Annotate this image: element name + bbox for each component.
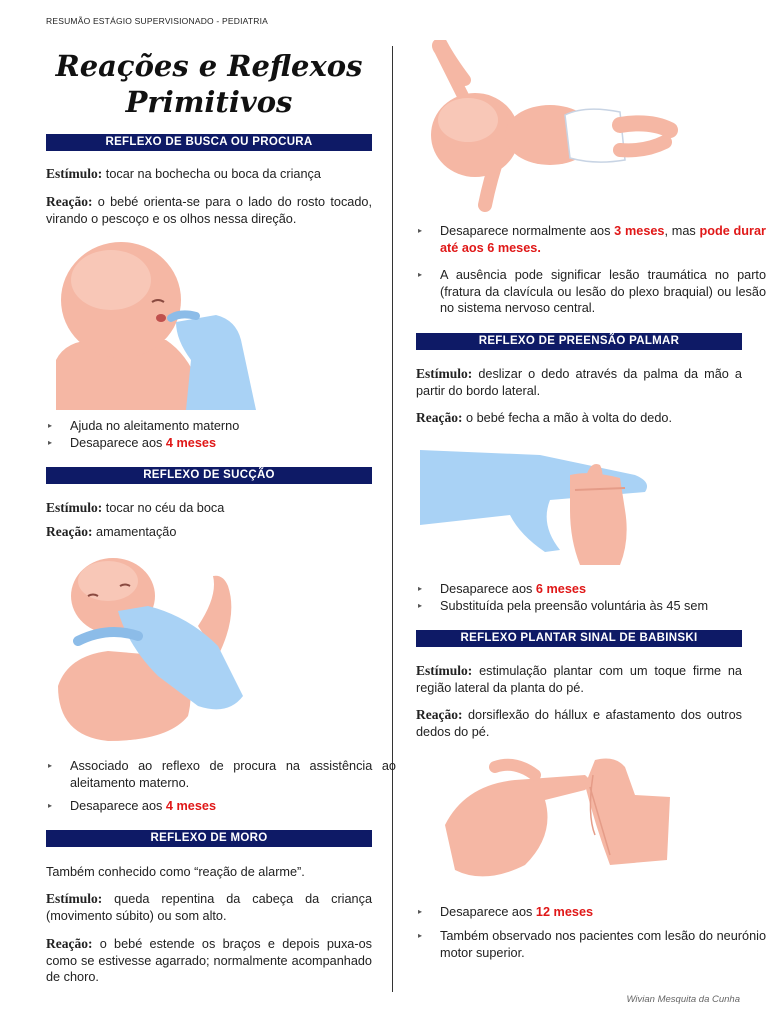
succao-bullet-2 (46, 798, 396, 815)
estimulo-label: Estímulo: (416, 663, 473, 678)
busca-bullet-1: ▸ Ajuda no aleitamento materno (46, 418, 396, 435)
reacao-label: Reação: (46, 524, 93, 539)
busca-estimulo (46, 166, 372, 183)
page-title (44, 48, 374, 120)
bullet-text: Desaparece normalmente aos (440, 224, 615, 238)
estimulo-text: tocar no céu da boca (102, 501, 225, 515)
estimulo-label: Estímulo: (46, 891, 103, 906)
reacao-label: Reação: (46, 936, 93, 951)
reacao-label: Reação: (416, 707, 463, 722)
estimulo-text: estimulação plantar com um toque firme na região lateral da planta do pé. (416, 664, 742, 695)
highlight-age: 12 meses (535, 905, 594, 919)
babinski-reacao (416, 707, 742, 740)
highlight-age: 4 meses (165, 799, 217, 813)
busca-reacao (46, 194, 372, 227)
moro-estimulo (46, 891, 372, 924)
reacao-text: o bebé estende os braços e depois puxa-os como se estivesse agarrado; normalmente acompanhado de choro. (46, 937, 372, 984)
succao-illustration (48, 556, 248, 746)
page-header: RESUMÃO ESTÁGIO SUPERVISIONADO - PEDIATRIA (46, 16, 269, 26)
bullet-text: Desaparece aos (70, 436, 166, 450)
reacao-text: o bebé fecha a mão à volta do dedo. (462, 411, 672, 425)
moro-intro: Também conhecido como “reação de alarme”. (46, 865, 305, 879)
preensao-reacao (416, 410, 742, 427)
section-heading-babinski: REFLEXO PLANTAR SINAL DE BABINSKI (416, 630, 742, 647)
section-heading-busca: REFLEXO DE BUSCA OU PROCURA (46, 134, 372, 151)
moro-bullet-2: ▸ A ausência pode significar lesão traumática no parto (fratura da clavícula ou lesão do plexo braquial) ou lesão no sistema nervoso central. (416, 267, 766, 317)
reacao-label: Reação: (416, 410, 463, 425)
reacao-label: Reação: (46, 194, 93, 209)
title-line-2: Primitivos (125, 85, 293, 119)
babinski-bullet-2: ▸ Também observado nos pacientes com lesão do neurónio motor superior. (416, 928, 766, 961)
succao-bullet-1: ▸ Associado ao reflexo de procura na assistência ao aleitamento materno. (46, 758, 396, 791)
reacao-text: o bebé orienta-se para o lado do rosto tocado, virando o pescoço e os olhos nessa direção. (46, 195, 372, 226)
preensao-illustration (420, 440, 660, 575)
highlight-age: 6 meses (535, 582, 587, 596)
succao-estimulo (46, 500, 372, 517)
column-divider (392, 46, 393, 992)
highlight-age: 4 meses (165, 436, 217, 450)
bullet-text: Desaparece aos (440, 905, 536, 919)
busca-bullet-2 (46, 435, 396, 452)
estimulo-label: Estímulo: (416, 366, 473, 381)
section-heading-preensao: REFLEXO DE PREENSÃO PALMAR (416, 333, 742, 350)
babinski-estimulo (416, 663, 742, 696)
moro-bullet-1 (416, 223, 766, 256)
succao-reacao (46, 524, 372, 541)
busca-illustration (56, 240, 266, 410)
babinski-illustration (435, 755, 675, 890)
babinski-bullet-1 (416, 904, 766, 921)
bullet-text: Desaparece aos (70, 799, 166, 813)
highlight-age: 3 meses (614, 224, 665, 238)
highlight-duration: pode durar até aos 6 meses. (440, 224, 766, 255)
preensao-estimulo (416, 366, 742, 399)
estimulo-label: Estímulo: (46, 500, 103, 515)
estimulo-text: queda repentina da cabeça da criança (movimento súbito) ou som alto. (46, 892, 372, 923)
estimulo-text: deslizar o dedo através da palma da mão a partir do bordo lateral. (416, 367, 742, 398)
moro-illustration (420, 40, 690, 215)
bullet-text: Desaparece aos (440, 582, 536, 596)
estimulo-text: tocar na bochecha ou boca da criança (102, 167, 321, 181)
section-heading-succao: REFLEXO DE SUCÇÃO (46, 467, 372, 484)
preensao-bullet-2: ▸ Substituída pela preensão voluntária às 45 sem (416, 598, 766, 615)
section-heading-moro: REFLEXO DE MORO (46, 830, 372, 847)
reacao-text: dorsiflexão do hállux e afastamento dos outros dedos do pé. (416, 708, 742, 739)
title-line-1: Reações e Reflexos (55, 49, 363, 83)
moro-reacao (46, 936, 372, 986)
estimulo-label: Estímulo: (46, 166, 103, 181)
bullet-text: , mas (664, 224, 700, 238)
page-footer-author: Wivian Mesquita da Cunha (626, 994, 740, 1005)
preensao-bullet-1 (416, 581, 766, 598)
reacao-text: amamentação (92, 525, 177, 539)
